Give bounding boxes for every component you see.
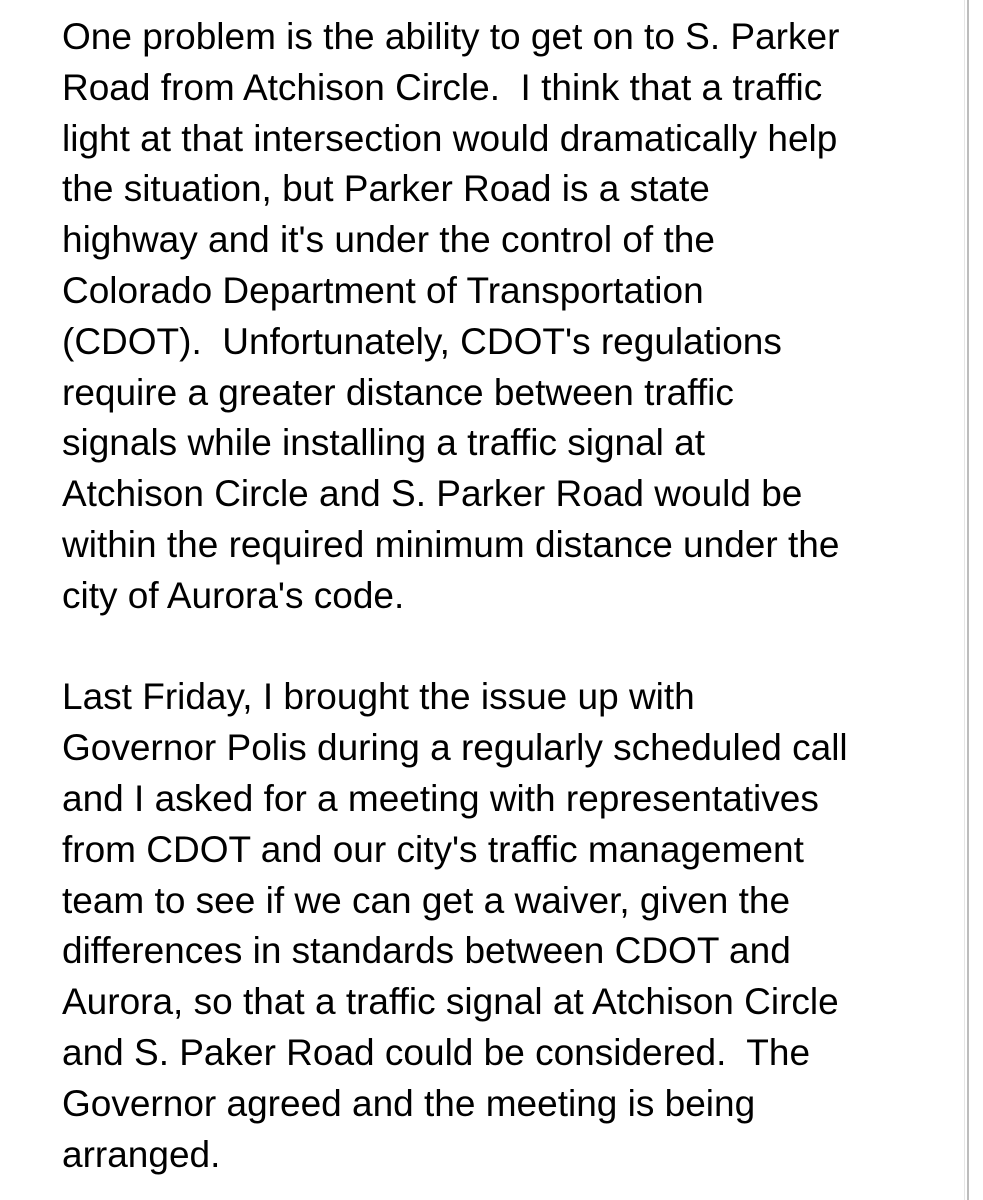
text-line: from CDOT and our city's traffic management: [62, 828, 804, 870]
text-line: highway and it's under the control of the: [62, 219, 715, 261]
text-line: Colorado Department of Transportation: [62, 269, 704, 311]
text-line: within the required minimum distance under the: [62, 523, 840, 565]
text-line: Governor Polis during a regularly scheduled call: [62, 727, 848, 769]
text-line: and I asked for a meeting with representatives: [62, 777, 819, 819]
text-line: light at that intersection would dramatically help: [62, 117, 838, 159]
paragraph-1: [62, 12, 942, 622]
paragraph-gap: [62, 622, 942, 673]
scrollbar-thumb[interactable]: [967, 0, 981, 1200]
paragraph-2: [62, 672, 942, 1180]
text-line: One problem is the ability to get on to S. Parker: [62, 16, 840, 57]
text-line: and S. Paker Road could be considered. The: [62, 1031, 811, 1073]
text-line: city of Aurora's code.: [62, 574, 405, 616]
text-line: the situation, but Parker Road is a state: [62, 168, 710, 210]
text-line: arranged.: [62, 1133, 221, 1175]
text-line: Governor agreed and the meeting is being: [62, 1082, 756, 1124]
text-line: require a greater distance between traffic: [62, 371, 734, 413]
text-line: Last Friday, I brought the issue up with: [62, 676, 695, 718]
text-line: signals while installing a traffic signal at: [62, 422, 706, 464]
document-body: [62, 12, 942, 1180]
text-line: Atchison Circle and S. Parker Road would be: [62, 473, 803, 515]
text-line: Road from Atchison Circle. I think that a traffic: [62, 66, 823, 108]
text-line: differences in standards between CDOT and: [62, 930, 791, 972]
text-line: Aurora, so that a traffic signal at Atchison Circle: [62, 981, 839, 1023]
text-line: (CDOT). Unfortunately, CDOT's regulations: [62, 320, 782, 362]
text-line: team to see if we can get a waiver, given the: [62, 879, 791, 921]
vertical-scrollbar[interactable]: [964, 0, 983, 1200]
